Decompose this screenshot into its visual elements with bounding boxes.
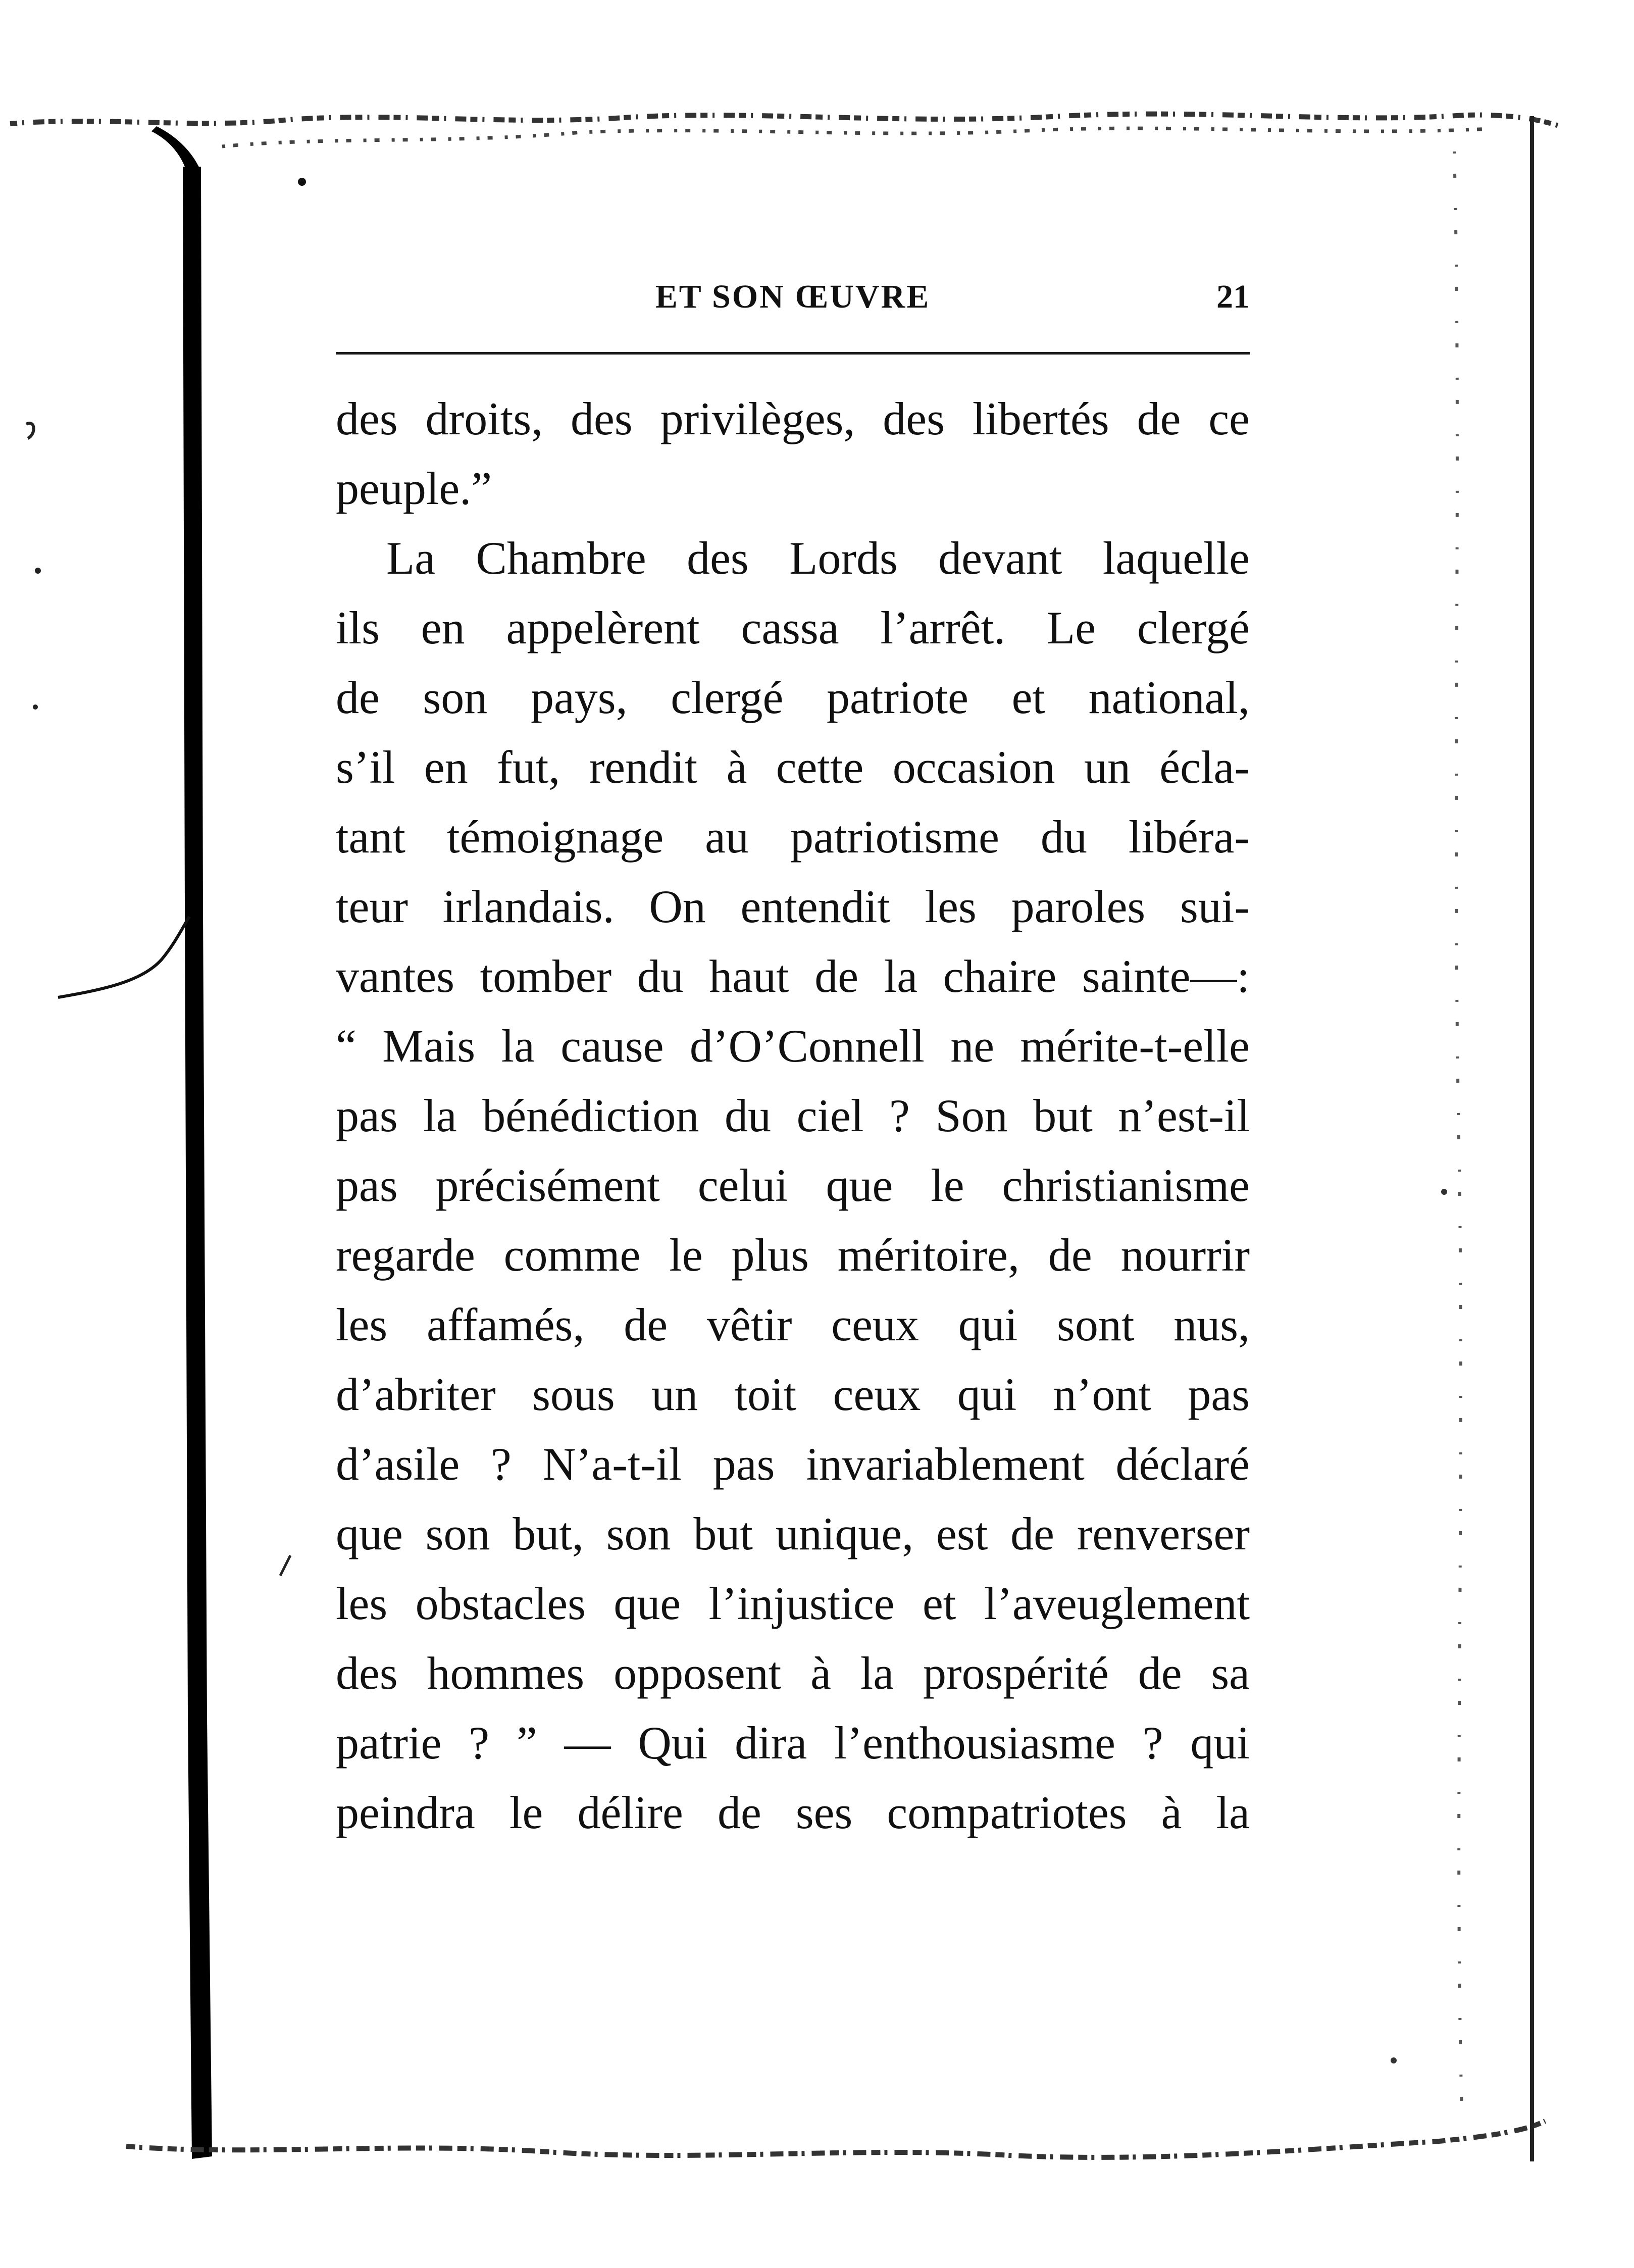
text-line: pas la bénédiction du ciel ? Son but n’est-il	[336, 1090, 1250, 1141]
stray-dot-e	[1391, 2057, 1397, 2063]
text-line: les affamés, de vêtir ceux qui sont nus,	[336, 1299, 1250, 1350]
running-head: ET SON ŒUVRE	[655, 278, 931, 315]
text-line: vantes tomber du haut de la chaire sainte—:	[336, 950, 1250, 1002]
margin-pen-stroke	[58, 917, 189, 997]
right-edge-noise	[1454, 152, 1462, 2111]
top-edge-noise	[10, 114, 1560, 126]
stray-mark-left-a	[26, 423, 34, 438]
text-line: d’abriter sous un toit ceux qui n’ont pas	[336, 1369, 1250, 1420]
text-line: que son but, son but unique, est de renverser	[336, 1508, 1250, 1559]
header-rule	[336, 352, 1250, 355]
text-line: de son pays, clergé patriote et national,	[336, 672, 1250, 723]
text-line: des droits, des privilèges, des libertés de ce	[336, 393, 1250, 444]
text-line: s’il en fut, rendit à cette occasion un écla-	[336, 741, 1250, 793]
stray-dot-b	[35, 568, 41, 574]
right-edge-bar	[1530, 116, 1534, 2161]
text-line: La Chambre des Lords devant laquelle	[386, 532, 1250, 584]
text-line: regarde comme le plus méritoire, de nourrir	[336, 1229, 1250, 1281]
stray-dot-c	[33, 704, 38, 710]
top-edge-noise-2	[222, 128, 1490, 146]
text-line: patrie ? ” — Qui dira l’enthousiasme ? qui	[336, 1717, 1250, 1769]
binding-shadow	[183, 167, 212, 2159]
stray-mark-a	[280, 1555, 290, 1576]
text-line: tant témoignage au patriotisme du libéra-	[336, 811, 1250, 863]
text-line: peuple.”	[336, 463, 492, 514]
text-line: “ Mais la cause d’O’Connell ne mérite-t-elle	[336, 1020, 1250, 1072]
body-text	[336, 384, 1250, 1847]
binding-shadow-top-hook	[151, 126, 200, 169]
text-line: ils en appelèrent cassa l’arrêt. Le clergé	[336, 602, 1250, 653]
text-line: pas précisément celui que le christianisme	[336, 1160, 1250, 1211]
stray-dot-d	[1441, 1189, 1447, 1195]
page-number: 21	[1216, 278, 1250, 315]
text-line: les obstacles que l’injustice et l’aveuglement	[336, 1578, 1250, 1629]
text-line: des hommes opposent à la prospérité de sa	[336, 1647, 1250, 1699]
text-line: peindra le délire de ses compatriotes à la	[336, 1787, 1250, 1838]
text-line: teur irlandais. On entendit les paroles sui-	[336, 881, 1250, 932]
bottom-edge-noise	[126, 2121, 1545, 2157]
stray-dot-a	[298, 178, 306, 186]
text-line: d’asile ? N’a-t-il pas invariablement déclaré	[336, 1438, 1250, 1490]
page-header	[336, 277, 1250, 317]
